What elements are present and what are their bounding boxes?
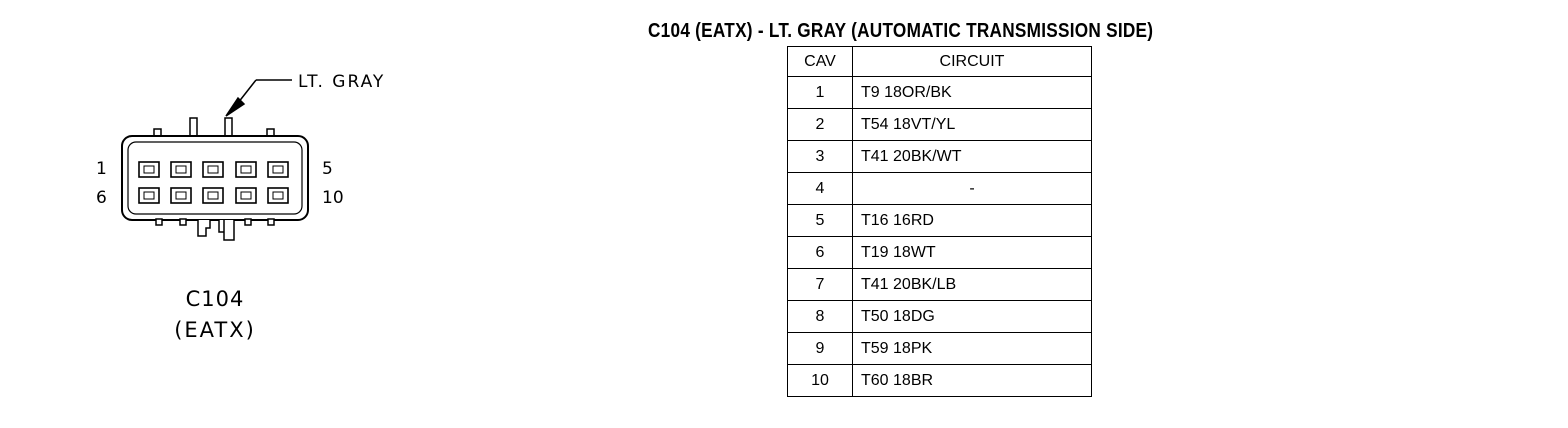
connector-diagram (0, 0, 640, 428)
circuit-cell: T19 18WT (853, 237, 1092, 269)
cav-cell: 9 (788, 333, 853, 365)
table-row (788, 173, 1092, 205)
pin-label-1: 1 (96, 159, 107, 179)
circuit-cell: T60 18BR (853, 365, 1092, 397)
pin-label-10: 10 (322, 188, 344, 208)
cav-cell: 4 (788, 173, 853, 205)
table-row (788, 365, 1092, 397)
table-row (788, 205, 1092, 237)
cav-cell: 5 (788, 205, 853, 237)
table-row (788, 301, 1092, 333)
table-row (788, 333, 1092, 365)
pin-label-5: 5 (322, 159, 333, 179)
table-row (788, 141, 1092, 173)
column-header-circuit: CIRCUIT (853, 47, 1092, 77)
table-row (788, 269, 1092, 301)
circuit-cell: - (853, 173, 1092, 205)
circuit-cell: T9 18OR/BK (853, 77, 1092, 109)
circuit-cell: T16 16RD (853, 205, 1092, 237)
table-row (788, 77, 1092, 109)
color-callout-arrow (226, 80, 292, 116)
table-row (788, 109, 1092, 141)
table-title: C104 (EATX) - LT. GRAY (AUTOMATIC TRANSMISSION SIDE) (648, 20, 1154, 42)
cav-cell: 3 (788, 141, 853, 173)
circuit-cell: T41 20BK/WT (853, 141, 1092, 173)
connector-name: C104 (185, 287, 245, 311)
circuit-cell: T50 18DG (853, 301, 1092, 333)
cav-cell: 1 (788, 77, 853, 109)
connector-color-label: LT. GRAY (298, 72, 386, 92)
connector-bottom-tabs (156, 219, 274, 240)
cav-cell: 2 (788, 109, 853, 141)
cav-cell: 6 (788, 237, 853, 269)
cav-cell: 10 (788, 365, 853, 397)
column-header-cav: CAV (788, 47, 853, 77)
cav-cell: 8 (788, 301, 853, 333)
pinout-table (787, 46, 1092, 397)
connector-top-tabs (154, 118, 274, 137)
pin-label-6: 6 (96, 188, 107, 208)
connector-subtitle: (EATX) (174, 318, 256, 342)
circuit-cell: T41 20BK/LB (853, 269, 1092, 301)
cav-cell: 7 (788, 269, 853, 301)
table-header-row (788, 47, 1092, 77)
circuit-cell: T59 18PK (853, 333, 1092, 365)
table-row (788, 237, 1092, 269)
connector-body (122, 136, 308, 220)
circuit-cell: T54 18VT/YL (853, 109, 1092, 141)
